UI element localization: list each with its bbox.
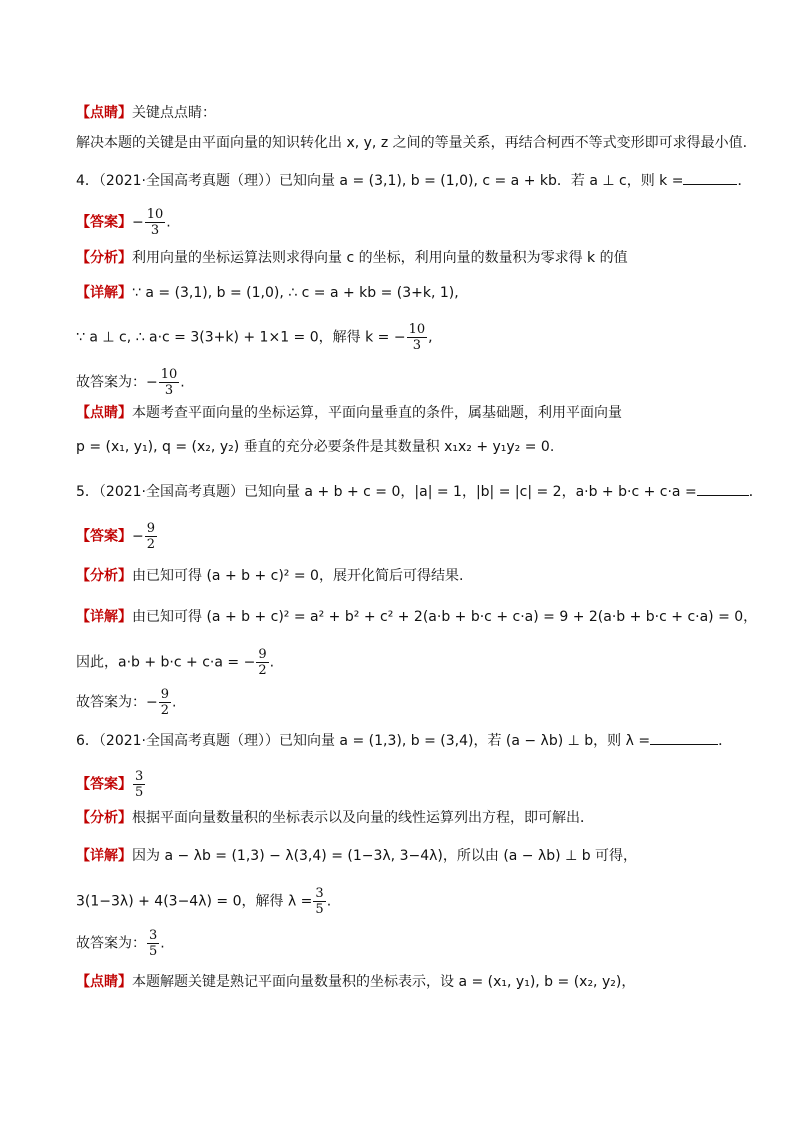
line-text: ∵ a ⊥ c, ∴ a·c = 3(3+k) + 1×1 = 0，解得 k = − bbox=[76, 329, 406, 346]
text-line bbox=[76, 103, 754, 123]
section-tag: 【点睛】 bbox=[76, 974, 132, 990]
text-line bbox=[76, 170, 754, 191]
line-text: 由已知可得 (a + b + c)² = a² + b² + c² + 2(a·b + b·c + c·a) = 9 + 2(a·b + b·c + c·a) = 0， bbox=[132, 609, 758, 625]
text-line bbox=[76, 248, 754, 268]
line-text: − bbox=[132, 214, 144, 231]
text-line bbox=[76, 403, 754, 423]
section-tag: 【答案】 bbox=[76, 528, 132, 545]
line-suffix: ． bbox=[718, 733, 733, 749]
line-text: 根据平面向量数量积的坐标表示以及向量的线性运算列出方程，即可解出． bbox=[132, 810, 594, 826]
fraction-denominator: 2 bbox=[146, 537, 156, 552]
fraction bbox=[407, 322, 428, 353]
section-tag: 【分析】 bbox=[76, 568, 132, 584]
fraction-denominator: 3 bbox=[164, 383, 174, 398]
fraction-numerator: 9 bbox=[146, 521, 156, 536]
section-tag: 【分析】 bbox=[76, 250, 132, 266]
text-line bbox=[76, 972, 754, 992]
line-text: 故答案为：− bbox=[76, 694, 158, 711]
fraction bbox=[256, 647, 268, 678]
line-suffix: . bbox=[172, 694, 177, 711]
line-text: 因此，a·b + b·c + c·a = − bbox=[76, 654, 256, 671]
fraction-numerator: 3 bbox=[315, 886, 324, 901]
text-line bbox=[76, 283, 754, 303]
fraction bbox=[133, 769, 145, 800]
fraction bbox=[145, 521, 157, 552]
line-suffix: . bbox=[180, 374, 185, 391]
line-text: 解决本题的关键是由平面向量的知识转化出 x, y, z 之间的等量关系，再结合柯西不等式变形即可求得最小值. bbox=[76, 135, 748, 151]
fraction bbox=[313, 886, 325, 917]
section-tag: 【详解】 bbox=[76, 848, 132, 864]
fraction-numerator: 3 bbox=[149, 928, 158, 943]
fraction-numerator: 3 bbox=[135, 769, 144, 784]
fraction-numerator: 9 bbox=[160, 687, 170, 702]
fraction-denominator: 3 bbox=[150, 223, 160, 238]
line-text: 利用向量的坐标运算法则求得向量 c 的坐标，利用向量的数量积为零求得 k 的值 bbox=[132, 250, 628, 266]
section-tag: 【分析】 bbox=[76, 810, 132, 826]
text-line bbox=[76, 928, 754, 959]
text-line bbox=[76, 521, 754, 552]
line-text: 本题考查平面向量的坐标运算，平面向量垂直的条件，属基础题，利用平面向量 bbox=[132, 405, 622, 421]
answer-blank bbox=[650, 730, 718, 745]
section-tag: 【答案】 bbox=[76, 776, 132, 793]
line-suffix: ． bbox=[737, 173, 752, 189]
fraction bbox=[147, 928, 159, 959]
text-line bbox=[76, 367, 754, 398]
fraction-numerator: 10 bbox=[146, 207, 164, 222]
line-text: 故答案为：− bbox=[76, 374, 158, 391]
fraction-denominator: 5 bbox=[149, 944, 158, 959]
fraction bbox=[145, 207, 166, 238]
line-text: 3(1−3λ) + 4(3−4λ) = 0，解得 λ = bbox=[76, 893, 313, 910]
fraction-numerator: 10 bbox=[160, 367, 178, 382]
line-text: − bbox=[132, 528, 144, 545]
line-text: 5．（2021·全国高考真题）已知向量 a + b + c = 0，|a| = 1，|b| = |c| = 2，a·b + b·c + c·a = bbox=[76, 484, 697, 500]
line-text: 关键点点睛： bbox=[132, 105, 216, 121]
fraction-denominator: 5 bbox=[135, 785, 144, 800]
text-line bbox=[76, 322, 754, 353]
text-line bbox=[76, 769, 754, 800]
fraction bbox=[159, 367, 180, 398]
fraction-denominator: 5 bbox=[315, 902, 324, 917]
line-text: 因为 a − λb = (1,3) − λ(3,4) = (1−3λ, 3−4λ)，所以由 (a − λb) ⊥ b 可得， bbox=[132, 848, 638, 864]
line-suffix: . bbox=[160, 935, 165, 952]
fraction-denominator: 2 bbox=[258, 663, 267, 678]
text-line bbox=[76, 566, 754, 586]
text-line bbox=[76, 207, 754, 238]
text-line bbox=[76, 607, 758, 627]
fraction-denominator: 3 bbox=[412, 338, 421, 353]
fraction-denominator: 2 bbox=[160, 703, 170, 718]
line-text: p = (x₁, y₁), q = (x₂, y₂) 垂直的充分必要条件是其数量积 x₁x₂ + y₁y₂ = 0. bbox=[76, 439, 555, 455]
line-suffix: . bbox=[326, 893, 332, 910]
line-text: 6．（2021·全国高考真题（理））已知向量 a = (1,3), b = (3,4)，若 (a − λb) ⊥ b，则 λ = bbox=[76, 733, 651, 749]
text-line bbox=[76, 808, 754, 828]
fraction-numerator: 9 bbox=[258, 647, 267, 662]
section-tag: 【详解】 bbox=[76, 609, 132, 625]
text-line bbox=[76, 886, 754, 917]
line-text: 由已知可得 (a + b + c)² = 0，展开化简后可得结果. bbox=[132, 568, 464, 584]
fraction bbox=[159, 687, 171, 718]
text-line bbox=[76, 687, 754, 718]
text-line bbox=[76, 730, 754, 751]
line-suffix: ． bbox=[748, 484, 763, 500]
section-tag: 【详解】 bbox=[76, 285, 132, 301]
answer-blank bbox=[697, 481, 749, 496]
line-text: 本题解题关键是熟记平面向量数量积的坐标表示，设 a = (x₁, y₁), b = (x₂, y₂)， bbox=[132, 974, 636, 990]
fraction-numerator: 10 bbox=[408, 322, 426, 337]
answer-blank bbox=[683, 170, 737, 185]
line-text: ∵ a = (3,1), b = (1,0), ∴ c = a + kb = (3+k, 1), bbox=[132, 285, 459, 301]
section-tag: 【答案】 bbox=[76, 214, 132, 231]
line-text: 4．（2021·全国高考真题（理））已知向量 a = (3,1), b = (1,0), c = a + kb．若 a ⊥ c，则 k = bbox=[76, 173, 684, 189]
line-suffix: . bbox=[269, 654, 275, 671]
section-tag: 【点睛】 bbox=[76, 105, 132, 121]
line-text: 故答案为： bbox=[76, 935, 146, 952]
line-suffix: . bbox=[166, 214, 171, 231]
text-line bbox=[76, 647, 754, 678]
section-tag: 【点睛】 bbox=[76, 405, 132, 421]
text-line bbox=[76, 481, 763, 502]
text-line bbox=[76, 133, 754, 153]
text-line bbox=[76, 437, 754, 457]
text-line bbox=[76, 846, 754, 866]
line-suffix: , bbox=[428, 329, 433, 346]
